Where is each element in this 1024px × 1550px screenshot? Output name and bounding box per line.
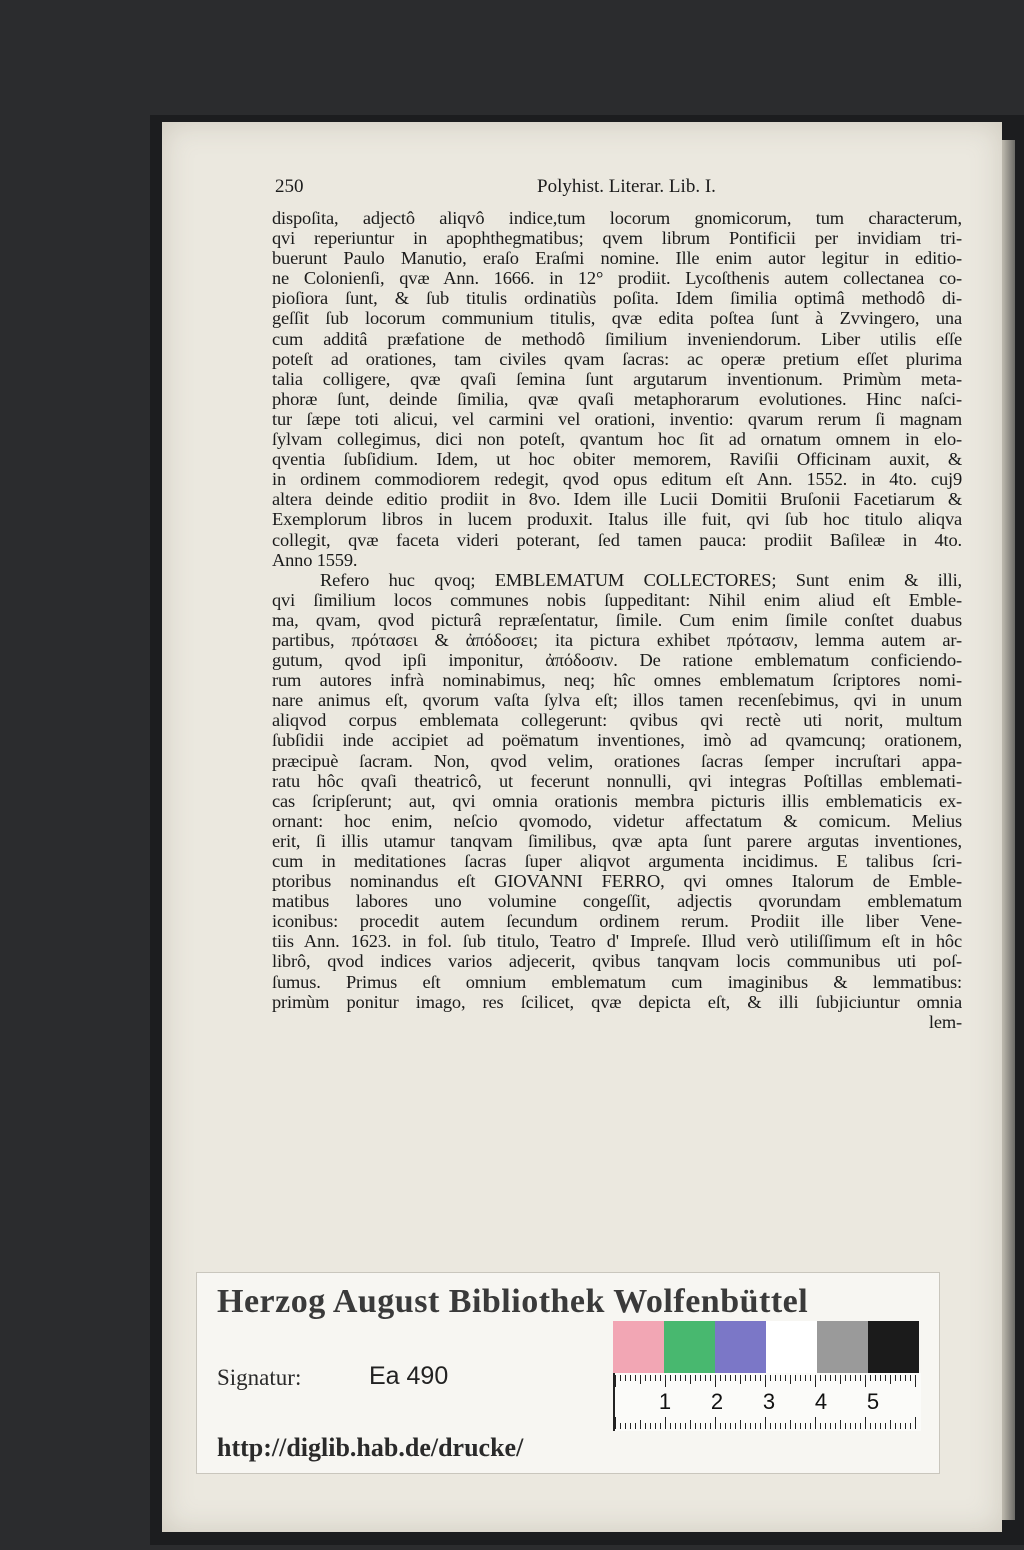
- text-line: Refero huc qvoq; EMBLEMATUM COLLECTORES; Sunt enim & illi,: [320, 569, 962, 590]
- ruler-tick: [875, 1375, 876, 1381]
- ruler-tick: [690, 1375, 691, 1384]
- ruler-tick: [675, 1423, 676, 1429]
- text-line: collegit, qvæ faceta videri poterant, ſed tamen pauca: prodiit Baſileæ in 4to.: [272, 529, 962, 550]
- text-line: ptoribus nominandus eſt GIOVANNI FERRO, qvi omnes Italorum de Emble-: [272, 871, 962, 892]
- ruler-number: 3: [762, 1389, 776, 1414]
- measurement-ruler: [613, 1373, 921, 1431]
- ruler-tick: [795, 1375, 796, 1381]
- text-line: qvi ſimilium locos communes nobis ſuppeditant: Nihil enim aliud eſt Emble-: [272, 589, 962, 610]
- ruler-tick: [775, 1375, 776, 1381]
- ruler-tick: [800, 1375, 801, 1381]
- text-line: cas ſcripſerunt; aut, qvi omnia orationis membra picturis illis emblematicis ex-: [272, 790, 962, 811]
- ruler-number: 5: [866, 1389, 880, 1414]
- ruler-tick: [885, 1423, 886, 1429]
- ruler-tick: [695, 1375, 696, 1381]
- text-line: ne Colonienſi, qvæ Ann. 1666. in 12° prodiit. Lycoſthenis autem collectanea co-: [272, 268, 962, 289]
- ruler-tick: [720, 1375, 721, 1381]
- text-line: qvi reperiuntur in apophthegmatibus; qvem librum Pontificii per invidiam tri-: [272, 228, 962, 249]
- ruler-tick: [645, 1375, 646, 1381]
- text-line: Anno 1559.: [272, 549, 358, 570]
- ruler-tick: [900, 1375, 901, 1381]
- text-line: pioſiora ſunt, & ſub titulis ordinatiùs poſita. Idem ſimilia optimâ methodô di-: [272, 288, 962, 309]
- ruler-tick: [860, 1375, 861, 1381]
- ruler-tick: [775, 1423, 776, 1429]
- ruler-tick: [820, 1423, 821, 1429]
- text-line: gutum, qvod ipſi imponitur, ἀπόδοσιν. De ratione emblematum conficiendo-: [272, 650, 962, 671]
- text-line: qventia ſubſidium. Idem, ut hoc obiter memorem, Raviſii Officinam auxit, &: [272, 449, 962, 470]
- ruler-tick: [755, 1375, 756, 1381]
- ruler-tick: [830, 1375, 831, 1381]
- ruler-number: 4: [814, 1389, 828, 1414]
- text-line: altera deinde editio prodiit in 8vo. Idem ille Lucii Domitii Bruſonii Facetiarum &: [272, 489, 962, 510]
- color-patch: [715, 1321, 766, 1373]
- ruler-tick: [905, 1375, 906, 1381]
- ruler-tick: [780, 1423, 781, 1429]
- text-line: ſumus. Primus eſt omnium emblematum cum imaginibus & lemmatibus:: [272, 971, 962, 992]
- ruler-tick: [615, 1375, 616, 1387]
- text-line: ſubſidii inde accipiet ad poëmatum inventiones, imò ad qvamcunq; orationem,: [272, 730, 962, 751]
- ruler-tick: [680, 1375, 681, 1381]
- ruler-tick: [790, 1375, 791, 1384]
- ruler-tick: [905, 1423, 906, 1429]
- ruler-tick: [865, 1417, 866, 1429]
- text-line: cum in meditationes ſacras ſuper aliqvot argumenta incidimus. E talibus ſcri-: [272, 851, 962, 871]
- ruler-tick: [655, 1375, 656, 1381]
- ruler-tick: [855, 1423, 856, 1429]
- page-header: [275, 176, 965, 202]
- ruler-tick: [625, 1423, 626, 1429]
- ruler-tick: [725, 1375, 726, 1381]
- ruler-tick: [730, 1375, 731, 1381]
- ruler-tick: [630, 1423, 631, 1429]
- ruler-tick: [875, 1423, 876, 1429]
- signatur-label: Signatur:: [217, 1365, 302, 1390]
- ruler-tick: [630, 1375, 631, 1381]
- ruler-tick: [770, 1423, 771, 1429]
- color-patch: [868, 1321, 919, 1373]
- ruler-tick: [825, 1423, 826, 1429]
- ruler-tick: [805, 1423, 806, 1429]
- ruler-tick: [675, 1375, 676, 1381]
- ruler-tick: [910, 1375, 911, 1381]
- ruler-tick: [785, 1375, 786, 1381]
- ruler-tick: [615, 1417, 616, 1429]
- library-url: http://diglib.hab.de/drucke/: [217, 1433, 524, 1462]
- ruler-tick: [860, 1423, 861, 1429]
- ruler-tick: [710, 1423, 711, 1429]
- ruler-tick: [625, 1375, 626, 1381]
- ruler-tick: [890, 1420, 891, 1429]
- ruler-tick: [690, 1420, 691, 1429]
- ruler-tick: [715, 1375, 716, 1387]
- ruler-number: 1: [658, 1389, 672, 1414]
- ruler-tick: [750, 1375, 751, 1381]
- ruler-tick: [915, 1417, 916, 1429]
- ruler-tick: [870, 1375, 871, 1381]
- text-line: erit, ſi illis utamur tanqvam ſimilibus, qvæ apta ſunt parere argutas inventiones,: [272, 830, 962, 851]
- ruler-tick: [840, 1375, 841, 1384]
- text-line: partibus, πρότασει & ἀπόδοσει; ita pictura exhibet πρότασιν, lemma autem ar-: [272, 629, 962, 650]
- ruler-tick: [895, 1423, 896, 1429]
- color-patch: [664, 1321, 715, 1373]
- ruler-tick: [785, 1423, 786, 1429]
- ruler-tick: [810, 1423, 811, 1429]
- ruler-tick: [720, 1423, 721, 1429]
- ruler-tick: [635, 1423, 636, 1429]
- ruler-tick: [655, 1423, 656, 1429]
- ruler-tick: [650, 1375, 651, 1381]
- ruler-tick: [685, 1375, 686, 1381]
- text-line: aliqvod corpus emblemata collegerunt: qvibus qvi rectè uti norit, multum: [272, 710, 962, 731]
- running-title: Polyhist. Literar. Lib. I.: [537, 176, 716, 197]
- ruler-tick: [810, 1375, 811, 1381]
- ruler-tick: [645, 1423, 646, 1429]
- ruler-tick: [765, 1375, 766, 1387]
- ruler-tick: [765, 1417, 766, 1429]
- ruler-tick: [725, 1423, 726, 1429]
- color-patch: [613, 1321, 664, 1373]
- catchword: lem-: [928, 1011, 962, 1032]
- color-patch: [817, 1321, 868, 1373]
- ruler-tick: [735, 1423, 736, 1429]
- ruler-tick: [880, 1375, 881, 1381]
- ruler-number: 2: [710, 1389, 724, 1414]
- text-line: iconibus: procedit autem ſecundum ordinem rerum. Prodiit ille liber Vene-: [272, 911, 962, 932]
- ruler-tick: [750, 1423, 751, 1429]
- ruler-tick: [620, 1423, 621, 1429]
- ruler-tick: [740, 1420, 741, 1429]
- ruler-tick: [760, 1423, 761, 1429]
- ruler-tick: [910, 1423, 911, 1429]
- ruler-tick: [665, 1417, 666, 1429]
- ruler-tick: [830, 1423, 831, 1429]
- ruler-tick: [820, 1375, 821, 1381]
- text-line: poteſt ad orationes, tam civiles qvam ſacras: ac operæ pretium eſſet plurima: [272, 348, 962, 369]
- ruler-tick: [735, 1375, 736, 1381]
- ruler-tick: [885, 1375, 886, 1381]
- ruler-tick: [800, 1423, 801, 1429]
- ruler-tick: [740, 1375, 741, 1384]
- color-calibration-bar: [613, 1321, 919, 1373]
- text-line: ſylvam collegimus, dici non poteſt, qvantum hoc ſit ad ornatum omnem in elo-: [272, 429, 962, 450]
- ruler-tick: [715, 1417, 716, 1429]
- ruler-tick: [695, 1423, 696, 1429]
- ruler-tick: [780, 1375, 781, 1381]
- ruler-tick: [845, 1375, 846, 1381]
- ruler-tick: [660, 1375, 661, 1381]
- ruler-tick: [850, 1423, 851, 1429]
- ruler-tick: [795, 1423, 796, 1429]
- ruler-tick: [815, 1417, 816, 1429]
- text-line: talia colligere, qvæ qvaſi ſemina ſunt argutarum inventionum. Primùm meta-: [272, 368, 962, 389]
- ruler-tick: [640, 1420, 641, 1429]
- ruler-tick: [790, 1420, 791, 1429]
- page-number: 250: [275, 176, 304, 197]
- ruler-tick: [700, 1423, 701, 1429]
- ruler-tick: [685, 1423, 686, 1429]
- body-text: [272, 208, 962, 1032]
- library-name: Herzog August Bibliothek Wolfenbüttel: [217, 1283, 809, 1320]
- text-line: in ordinem commodiorem redegit, qvod opus editum eſt Ann. 1552. in 4to. cuj9: [272, 469, 962, 490]
- library-card: [196, 1272, 940, 1474]
- text-line: tur ſæpe toti alicui, vel carmini vel orationi, inventio: qvarum rerum ſi magnam: [272, 408, 962, 429]
- text-line: cum additâ præfatione de methodô ſimilium inveniendorum. Liber utilis eſſe: [272, 328, 962, 349]
- text-line: ma, qvam, qvod picturâ repræſentatur, ſimile. Cum enim ſimile conſtet duabus: [272, 609, 962, 630]
- color-patch: [766, 1321, 817, 1373]
- ruler-tick: [870, 1423, 871, 1429]
- ruler-tick: [835, 1375, 836, 1381]
- ruler-tick: [640, 1375, 641, 1384]
- ruler-tick: [660, 1423, 661, 1429]
- text-line: matibus labores uno volumine congeſſit, adjectis qvorundam emblematum: [272, 891, 962, 912]
- ruler-tick: [825, 1375, 826, 1381]
- text-line: tiis Ann. 1623. in fol. ſub titulo, Teatro d' Impreſe. Illud verò utiliſſimum eſt in hôc: [272, 931, 962, 952]
- text-line: primùm ponitur imago, res ſcilicet, qvæ depicta eſt, & illi ſubjiciuntur omnia: [272, 991, 962, 1012]
- ruler-tick: [835, 1423, 836, 1429]
- ruler-tick: [700, 1375, 701, 1381]
- text-line: buerunt Paulo Manutio, eraſo Eraſmi nomine. Ille enim autor legitur in editio-: [272, 248, 962, 269]
- ruler-tick: [915, 1375, 916, 1387]
- text-line: geſſit ſub locorum communium titulis, qvæ edita poſtea ſunt à Zvvingero, una: [272, 308, 962, 329]
- ruler-tick: [650, 1423, 651, 1429]
- ruler-tick: [730, 1423, 731, 1429]
- text-line: librô, qvod indices varios adjecerit, qvibus tanqvam locis communibus uti poſ-: [272, 951, 962, 972]
- ruler-tick: [745, 1375, 746, 1381]
- text-line: præcipuè ſacram. Non, qvod velim, orationes ſacras ſemper incruſtari appa-: [272, 750, 962, 771]
- ruler-tick: [840, 1420, 841, 1429]
- text-line: ornant: hoc enim, neſcio qvomodo, videtur affectatum & comicum. Melius: [272, 810, 962, 831]
- text-line: rum autores infrà nominabimus, neq; hîc omnes emblematum ſcriptores nomi-: [272, 670, 962, 691]
- ruler-tick: [760, 1375, 761, 1381]
- ruler-tick: [710, 1375, 711, 1381]
- ruler-tick: [670, 1423, 671, 1429]
- ruler-tick: [895, 1375, 896, 1381]
- signatur-value: Ea 490: [369, 1362, 449, 1390]
- ruler-tick: [745, 1423, 746, 1429]
- ruler-tick: [770, 1375, 771, 1381]
- ruler-tick: [705, 1375, 706, 1381]
- text-line: dispoſita, adjectô aliqvô indice,tum locorum gnomicorum, tum characterum,: [272, 208, 962, 228]
- ruler-tick: [805, 1375, 806, 1381]
- ruler-tick: [620, 1375, 621, 1381]
- ruler-tick: [755, 1423, 756, 1429]
- ruler-tick: [850, 1375, 851, 1381]
- text-line: ratu hôc qvaſi theatricô, ut fecerunt nonnulli, qvi integras Poſtillas emblemati-: [272, 770, 962, 791]
- ruler-tick: [900, 1423, 901, 1429]
- ruler-tick: [855, 1375, 856, 1381]
- ruler-tick: [865, 1375, 866, 1387]
- ruler-tick: [665, 1375, 666, 1387]
- ruler-tick: [705, 1423, 706, 1429]
- ruler-tick: [670, 1375, 671, 1381]
- ruler-tick: [845, 1423, 846, 1429]
- ruler-tick: [880, 1423, 881, 1429]
- text-line: Exemplorum libros in lucem produxit. Italus ille fuit, qvi ſub hoc titulo aliqva: [272, 509, 962, 530]
- ruler-tick: [635, 1375, 636, 1381]
- text-line: nare animus eſt, qvorum vaſta ſylva eſt; illos tamen recenſebimus, qvi in unum: [272, 690, 962, 711]
- ruler-tick: [680, 1423, 681, 1429]
- ruler-tick: [890, 1375, 891, 1384]
- text-line: phoræ ſunt, deinde ſimilia, qvæ qvaſi metaphorarum evolutiones. Hinc naſci-: [272, 388, 962, 409]
- ruler-tick: [815, 1375, 816, 1387]
